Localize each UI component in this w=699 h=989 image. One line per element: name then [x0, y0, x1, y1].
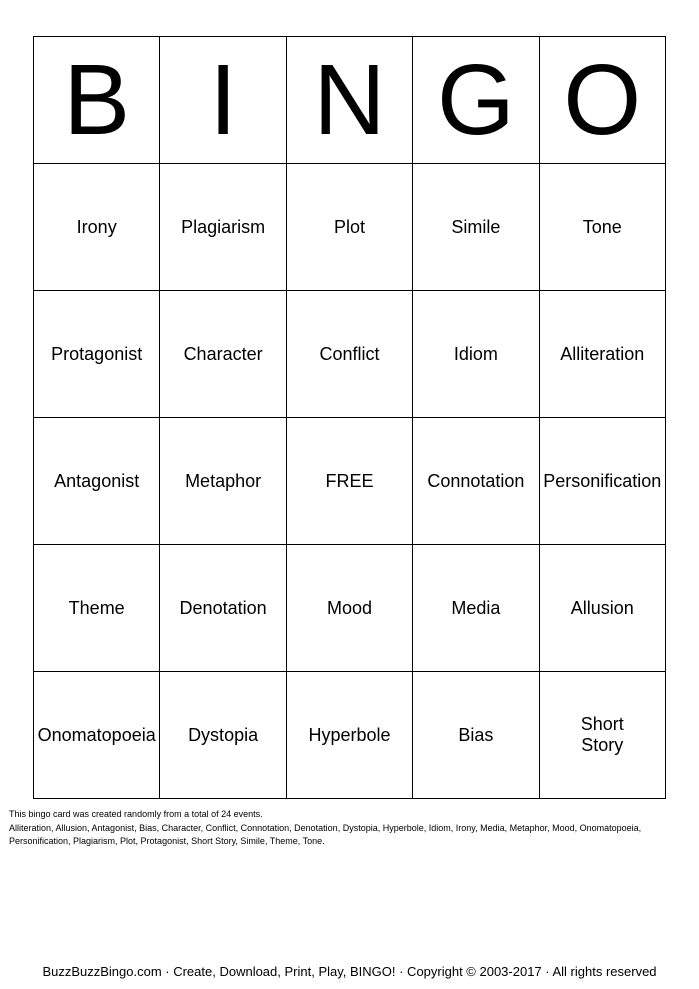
bingo-row — [34, 291, 666, 418]
page-footer: BuzzBuzzBingo.com · Create, Download, Print, Play, BINGO! · Copyright © 2003-2017 · All rights reserved — [42, 964, 657, 979]
bingo-row — [34, 672, 666, 799]
bingo-cell: Tone — [539, 164, 665, 291]
info-summary: This bingo card was created randomly from a total of 24 events. — [9, 809, 263, 819]
header-letter-i: I — [160, 37, 286, 164]
bingo-cell: Hyperbole — [286, 672, 412, 799]
bingo-row — [34, 418, 666, 545]
bingo-cell: Irony — [34, 164, 160, 291]
bingo-cell: Onomatopoeia — [34, 672, 160, 799]
bingo-row — [34, 164, 666, 291]
header-letter-n: N — [286, 37, 412, 164]
free-space-cell: FREE — [286, 418, 412, 545]
bingo-cell: Dystopia — [160, 672, 286, 799]
bingo-cell: Conflict — [286, 291, 412, 418]
bingo-cell: Personification — [539, 418, 665, 545]
bingo-cell: Short Story — [539, 672, 665, 799]
bingo-header-row — [34, 37, 666, 164]
bingo-cell: Idiom — [413, 291, 539, 418]
info-event-list-continued: Personification, Plagiarism, Plot, Protagonist, Short Story, Simile, Theme, Tone. — [9, 836, 325, 846]
bingo-cell: Character — [160, 291, 286, 418]
bingo-cell: Simile — [413, 164, 539, 291]
bingo-cell: Alliteration — [539, 291, 665, 418]
bingo-cell: Mood — [286, 545, 412, 672]
header-letter-o: O — [539, 37, 665, 164]
bingo-cell: Protagonist — [34, 291, 160, 418]
bingo-cell: Metaphor — [160, 418, 286, 545]
bingo-card — [33, 36, 666, 799]
card-info — [9, 808, 694, 849]
info-event-list: Alliteration, Allusion, Antagonist, Bias, Character, Conflict, Connotation, Denotation, Dystopia, Hyperbole, Idiom, Irony, Media, Metaphor, Mood, Onomatopoeia, — [9, 822, 642, 833]
header-letter-b: B — [34, 37, 160, 164]
bingo-cell: Theme — [34, 545, 160, 672]
header-letter-g: G — [413, 37, 539, 164]
bingo-cell: Denotation — [160, 545, 286, 672]
bingo-cell: Connotation — [413, 418, 539, 545]
bingo-cell: Allusion — [539, 545, 665, 672]
bingo-cell: Bias — [413, 672, 539, 799]
bingo-cell: Media — [413, 545, 539, 672]
bingo-cell: Plagiarism — [160, 164, 286, 291]
bingo-cell: Plot — [286, 164, 412, 291]
bingo-row — [34, 545, 666, 672]
bingo-cell: Antagonist — [34, 418, 160, 545]
